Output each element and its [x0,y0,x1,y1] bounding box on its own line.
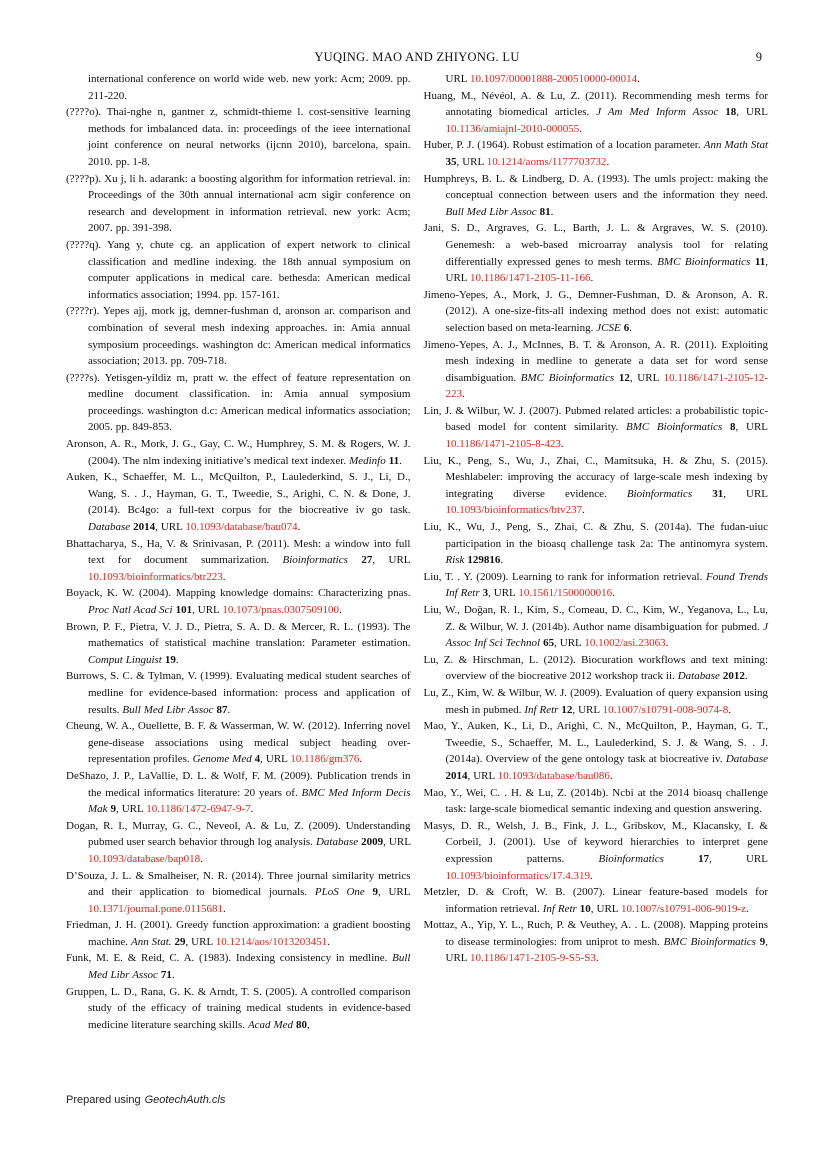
reference-text: , URL [445,935,769,965]
reference-text: Mao, Y., Wei, C. . H. & Lu, Z. (2014b). Ncbi at the 2014 bioasq challenge task: large-scale biomedical semantic indexing and question answering. [423,786,768,816]
reference-text: 4 [254,753,261,766]
reference-text: . [560,438,564,451]
reference-text: . [227,703,231,716]
reference-text: , [307,1018,310,1031]
reference-text: , URL [192,604,223,616]
running-head: YUQING. MAO AND ZHIYONG. LU [314,50,520,64]
reference-text [365,886,373,898]
reference-text: , URL [467,769,498,782]
reference-text: . [500,554,504,567]
reference-text [692,488,712,500]
reference-text: 11 [388,454,400,467]
reference-text: Inf Retr [524,703,559,716]
reference-text: . [297,521,301,534]
reference-entry [66,718,411,768]
reference-text: Aronson, A. R., Mork, J. G., Gay, C. W., Humphrey, S. M. & Rogers, W. J. (2004). The nlm indexing initiative’s medical text indexer. [66,438,411,467]
reference-text: . [746,902,749,915]
footer-class-file: GeotechAuth.cls [144,1094,226,1106]
reference-text: . [399,454,402,467]
reference-text: Huber, P. J. (1964). Robust estimation of a location parameter. [423,139,704,152]
reference-text: Bioinformatics [598,852,664,865]
reference-text: BMC Bioinformatics [626,421,723,434]
doi-link[interactable]: 10.1186/1471-2105-9-S5-S3 [470,952,596,965]
reference-text [348,554,361,566]
reference-text: Bhattacharya, S., Ha, V. & Srinivasan, P. (2011). Mesh: a window into full text for document summarization. [66,537,411,567]
reference-text: Bull Med Libr Assoc [88,952,411,982]
reference-entry [424,403,769,453]
reference-text: 2012 [722,670,745,683]
references-section [66,71,768,1033]
reference-entry [66,818,411,868]
reference-text: 87 [216,703,228,716]
reference-text: Gruppen, L. D., Rana, G. K. & Arndt, T. S. (2005). A controlled comparison study of the efficacy of training medical students in evidence-based medicine literature searching skills. [66,985,411,1031]
reference-text: DeShazo, J. P., LaVallie, D. L. & Wolf, F. M. (2009). Publication trends in the medical informatics literature: 20 years of. [66,769,411,799]
reference-entry [424,519,769,569]
reference-text [664,853,698,865]
reference-text: J Am Med Inform Assoc [596,106,719,119]
reference-text: (????r). Yepes ajj, mork jg, demner-fushman d, aronson ar. comparison and combination of several mesh indexing approaches. in: Amia annual symposium proceedings. washington dc: American medical informatics association; 2013. pp. 709-718. [66,305,411,368]
reference-text: 8 [730,421,736,434]
doi-link[interactable]: 10.1093/bioinformatics/17.4.319 [445,869,591,882]
doi-link[interactable]: 10.1186/1471-2105-11-166 [470,272,591,285]
reference-text: Funk, M. E. & Reid, C. A. (1983). Indexing consistency in medline. [66,952,393,965]
reference-text: Boyack, K. W. (2004). Mapping knowledge domains: Characterizing pnas. [66,587,411,600]
reference-text: , URL [629,371,664,384]
reference-text: 12 [618,371,630,384]
page-header [66,50,768,66]
reference-text: Cheung, W. A., Ouellette, B. F. & Wasserman, W. W. (2012). Inferring novel gene-disease associations using medical subject heading over-representation profiles. [66,720,411,766]
reference-text: Ann Math Stat [703,139,769,152]
doi-link[interactable]: 10.1561/1500000016 [518,587,613,600]
doi-link[interactable]: 10.1097/00001888-200510000-00014 [470,73,638,85]
reference-text: 29 [174,935,186,948]
doi-link[interactable]: 10.1093/database/bau086 [497,769,610,782]
reference-text: . [637,73,640,85]
doi-link[interactable]: 10.1007/s10791-008-9074-8 [602,703,729,716]
reference-text: . [222,570,226,583]
reference-entry [424,453,769,519]
reference-text: 2014 [133,521,156,534]
reference-text: Masys, D. R., Welsh, J. B., Fink, J. L., Gribskov, M., Klacansky, I. & Corbeil, J. (2001). Use of keyword hierarchies to interpret gene expression patterns. [423,819,768,865]
reference-text: (????q). Yang y, chute cg. an application of expert network to clinical classification and medline indexing. the 18th annual symposium on computer applications in medical care. bethesda: American medical informatics association; 1994. pp. 157-161. [66,238,411,301]
reference-text: , URL [155,521,186,534]
reference-entry [66,950,411,983]
reference-text: Mao, Y., Auken, K., Li, D., Arighi, C. N., McQuilton, P., Hayman, G. T., Tweedie, S., Schaeffer, M. L., Laulederkind, S. J. & Wang, S. . J. (2014a). Overview of the gene ontology task at biocreative iv. [423,720,768,766]
reference-text: . [200,852,203,865]
reference-text: Database [315,836,359,849]
reference-text: . [327,935,330,948]
page-footer [66,1094,225,1106]
reference-text: . [590,869,593,882]
reference-text: PLoS One [314,886,365,899]
reference-entry [424,652,769,685]
reference-entry-continuation [424,71,769,88]
reference-text: Liu, K., Wu, J., Peng, S., Zhai, C. & Zhu, S. (2014a). The fudan-uiuc participation in the bioasq challenge task 2a: The antinomyra system. [423,521,768,550]
reference-text: Brown, P. F., Pietra, V. J. D., Pietra, S. A. D. & Mercer, R. L. (1993). The mathematics of statistical machine translation: Parameter estimation. [66,620,411,650]
reference-text: . [579,122,582,135]
reference-text: , URL [372,554,411,567]
reference-text: . [222,902,226,915]
reference-text: 9 [759,935,766,948]
reference-text: , URL [736,106,769,119]
reference-text: , URL [554,637,585,650]
reference-entry [66,436,411,469]
reference-entry-continuation [66,71,411,104]
reference-text: 2009 [361,836,384,849]
reference-text: Database [88,521,131,534]
reference-text: . [744,670,748,683]
reference-entry [424,137,769,170]
reference-entry [66,303,411,369]
reference-text: Liu, W., Doğan, R. I., Kim, S., Comeau, D. C., Kim, W., Yeganova, L., Lu, Z. & Wilbur, W. J. (2014b). Author name disambiguation for pubmed. [423,604,768,633]
reference-text: 81 [539,205,551,218]
reference-text: international conference on world wide web. new york: Acm; 2009. pp. 211-220. [88,73,411,102]
reference-text: Liu, K., Peng, S., Wu, J., Zhai, C., Mamitsuka, H. & Zhu, S. (2015). Meshlabeler: improving the accuracy of large-scale mesh indexing by integrating diverse evidence. [423,454,768,500]
reference-text: Auken, K., Schaeffer, M. L., McQuilton, P., Laulederkind, S. J., Li, D., Wang, S. . J., Hayman, G. T., Tweedie, S., Arighi, C. N. & Done, J. (2014). Bc4go: a full-text corpus for the biocreative iv go task. [66,471,411,517]
reference-text: . [462,388,465,401]
doi-link[interactable]: 10.1186/1471-2105-12-223 [445,371,769,401]
reference-entry [424,884,769,917]
reference-entry [66,868,411,918]
reference-text: Burrows, S. C. & Tylman, V. (1999). Evaluating medical student searches of medline for evidence-based information: process and application of results. [66,670,411,716]
reference-text: Dogan, R. I., Murray, G. C., Neveol, A. & Lu, Z. (2009). Understanding pubmed user search behavior through log analysis. [66,819,411,849]
reference-text: Jimeno-Yepes, A. J., McInnes, B. T. & Aronson, A. R. (2011). Exploiting mesh indexing in medline to generate a data set for word sense disambiguation. [423,338,768,384]
reference-text: D’Souza, J. L. & Smalheiser, N. R. (2014). Three journal similarity metrics and their application to biomedical journals. [66,869,411,899]
doi-link[interactable]: 10.1186/1472-6947-9-7 [146,803,251,816]
reference-entry [424,220,769,286]
reference-text: Lin, J. & Wilbur, W. J. (2007). Pubmed related articles: a probabilistic topic-based model for content similarity. [423,404,768,434]
reference-text: Huang, M., Névéol, A. & Lu, Z. (2011). Recommending mesh terms for annotating biomedical articles. [423,89,768,119]
reference-text: 35 [445,155,457,168]
reference-text: , URL [185,935,216,948]
doi-link[interactable]: 10.1186/1471-2105-8-423 [445,438,561,451]
reference-text: Humphreys, B. L. & Lindberg, D. A. (1993). The umls project: making the conceptual connection between users and the information they need. [423,172,768,202]
reference-text: Comput Linguist [88,653,162,666]
reference-entry [66,768,411,818]
reference-text: 71 [160,969,172,982]
reference-text: Database [677,670,720,683]
doi-link[interactable]: 10.1093/database/bap018 [88,852,201,865]
reference-text: . [339,604,342,616]
doi-link[interactable]: 10.1093/database/bau074 [185,521,298,534]
reference-entry [424,287,769,337]
reference-entry [424,818,769,884]
reference-entry [66,104,411,170]
reference-entry [66,619,411,669]
reference-text: 6 [623,321,630,334]
reference-entry [66,237,411,303]
reference-text: Friedman, J. H. (2001). Greedy function approximation: a gradient boosting machine. [66,919,411,948]
reference-text: . [728,703,731,716]
reference-text: Found Trends Inf Retr [445,570,768,600]
reference-text: Lu, Z. & Hirschman, L. (2012). Biocuration workflows and text mining: overview of the biocreative 2012 workshop track ii. [423,653,768,683]
reference-text: . [595,952,599,965]
reference-text: . [175,653,179,666]
reference-entry [424,337,769,403]
reference-text: 80 [296,1018,308,1031]
reference-text: Metzler, D. & Croft, W. B. (2007). Linear feature-based models for information retrieval. [423,886,768,915]
reference-text: 9 [372,886,379,899]
reference-text: BMC Bioinformatics [520,371,615,384]
reference-entry [66,469,411,535]
reference-text: , URL [260,753,291,766]
reference-text: . [359,753,363,766]
reference-entry [424,602,769,652]
references-column-right [424,71,769,1033]
reference-text: . [606,155,610,168]
reference-text: Ann Stat. [130,935,172,948]
reference-text: (????s). Yetisgen-yildiz m, pratt w. the effect of feature representation on medline document classification. in: Amia annual symposium proceedings. washington d.c: American medical informatics association; 2005. pp. 849-853. [66,371,411,434]
reference-entry [424,917,769,967]
reference-text: Mottaz, A., Yip, Y. L., Ruch, P. & Veuthey, A. . L. (2008). Mapping proteins to disease terminologies: from uniprot to mesh. [423,919,768,948]
reference-text [722,421,730,433]
doi-link[interactable]: 10.1073/pnas.0307509100 [222,604,340,616]
reference-entry [66,536,411,586]
reference-text: 11 [754,255,766,268]
reference-text: 65 [543,637,555,650]
reference-text: . [612,587,615,600]
reference-text: J Assoc Inf Sci Technol [445,620,768,650]
reference-entry [424,88,769,138]
reference-text: Genome Med [192,753,252,766]
reference-entry [424,718,769,784]
reference-text: Bull Med Libr Assoc [445,205,537,218]
reference-text: BMC Bioinformatics [657,255,751,268]
doi-link[interactable]: 10.1002/asi.23063 [584,637,666,650]
reference-text: , URL [445,255,768,285]
reference-text: Jimeno-Yepes, A., Mork, J. G., Demner-Fushman, D. & Aronson, A. R. (2012). A one-size-fits-all indexing method does not exist: automatic selection based on meta-learning. [423,288,768,334]
reference-text: . [171,969,175,982]
reference-text: Risk [445,554,465,567]
reference-text: Database [725,753,768,766]
reference-text: , URL [488,587,519,600]
reference-text: Bull Med Libr Assoc [122,703,214,716]
reference-entry [66,585,411,618]
reference-text: Acad Med [247,1018,294,1031]
reference-text: . [629,321,632,334]
reference-text: . [609,769,613,782]
reference-text: 3 [482,587,489,600]
reference-entry [424,171,769,221]
reference-text: Bioinformatics [282,554,348,567]
reference-entry [424,569,769,602]
doi-link[interactable]: 10.1214/aos/1013203451 [215,935,328,948]
reference-text: 2014 [445,769,468,782]
reference-text: BMC Med Inform Decis Mak [88,786,411,816]
doi-link[interactable]: 10.1136/amiajnl-2010-000055 [445,122,580,135]
reference-text: . [590,272,594,285]
reference-text: . [550,205,554,218]
reference-entry [424,785,769,818]
reference-entry [66,984,411,1034]
reference-text: , URL [735,421,769,434]
reference-text: 9 [110,803,116,816]
reference-text: , URL [572,703,603,716]
reference-text: 31 [712,487,724,500]
doi-link[interactable]: 10.1093/bioinformatics/btv237 [445,504,583,517]
reference-text: . [665,637,669,650]
reference-text: Proc Natl Acad Sci [88,604,173,616]
reference-text: 18 [725,106,737,119]
reference-text: 12 [561,703,573,716]
reference-text: , URL [116,803,147,816]
reference-text: , URL [723,487,769,500]
reference-text: (????o). Thai-nghe n, gantner z, schmidt-thieme l. cost-sensitive learning methods for imbalanced data. in: proceedings of the ieee international joint conference on neural networks (ijcnn 2010), barcelona, spain. 2010. pp. 1-8. [66,106,411,168]
reference-text: , URL [590,902,622,915]
reference-text: (????p). Xu j, li h. adarank: a boosting algorithm for information retrieval. in: Proceedings of the 30th annual international acm sigir conference on research and development in information retrieval. new york: Acm; 2007. pp. 391-398. [66,172,411,235]
doi-link[interactable]: 10.1093/bioinformatics/btr223 [88,570,223,583]
reference-text: 10 [579,902,591,915]
reference-text: 27 [361,554,373,567]
reference-entry [66,917,411,950]
reference-entry [66,668,411,718]
reference-entry [66,171,411,237]
page-number: 9 [755,50,762,64]
reference-text: URL [445,73,471,85]
doi-link[interactable]: 10.1214/aoms/1177703732 [486,155,607,168]
reference-text: , URL [383,836,411,849]
reference-entry [424,685,769,718]
reference-text: Bioinformatics [626,487,693,500]
reference-text: Lu, Z., Kim, W. & Wilbur, W. J. (2009). Evaluation of query expansion using mesh in pubmed. [423,686,768,716]
reference-entry [66,370,411,436]
reference-text: BMC Bioinformatics [663,935,756,948]
reference-text: Liu, T. . Y. (2009). Learning to rank for information retrieval. [423,570,707,583]
reference-text: 129816 [467,554,501,567]
reference-text: . [582,504,585,517]
footer-prepared-text: Prepared using [66,1094,141,1106]
references-column-left [66,71,411,1033]
reference-text: . [250,803,254,816]
doi-link[interactable]: 10.1371/journal.pone.0115681 [88,902,223,915]
reference-text: , URL [709,852,768,865]
reference-text: Inf Retr [542,902,577,915]
reference-text: 19 [164,653,176,666]
reference-text: 101 [175,604,193,616]
doi-link[interactable]: 10.1186/gm376 [290,753,360,766]
reference-text: Jani, S. D., Argraves, G. L., Barth, J. L. & Argraves, W. S. (2010). Genemesh: a web-based microarray analysis tool for relating differentially expressed genes to mesh terms. [423,222,768,268]
reference-text: 17 [698,852,710,865]
doi-link[interactable]: 10.1007/s10791-006-9019-z [621,902,747,915]
reference-text: Medinfo [349,454,386,467]
reference-text: , URL [378,886,411,899]
reference-text: , URL [456,155,487,168]
reference-text: JCSE [596,321,621,334]
